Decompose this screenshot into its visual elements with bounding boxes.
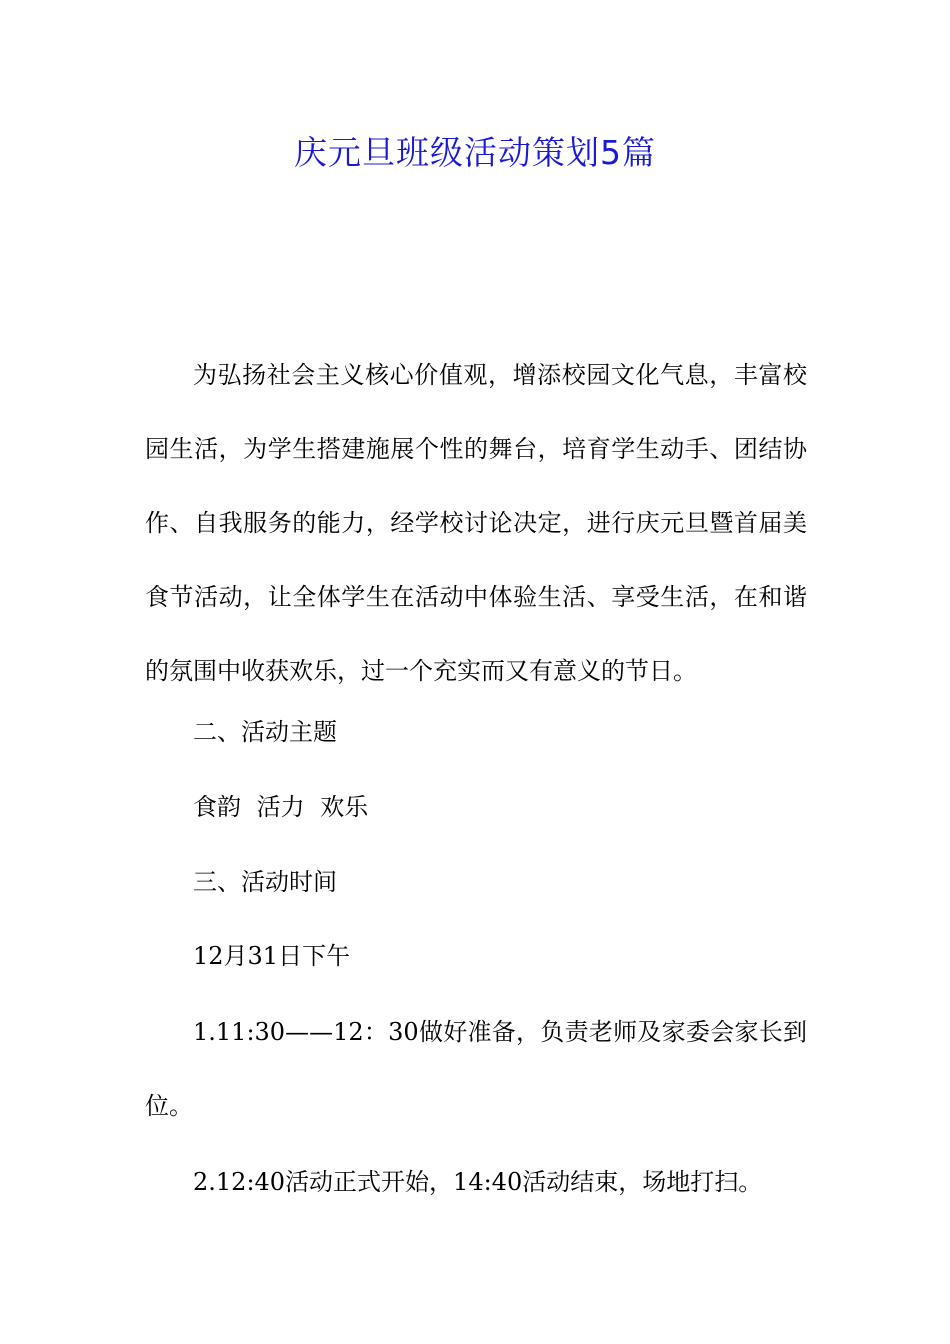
section2-heading: 二、活动主题 <box>193 718 337 746</box>
schedule-item-1: 1.11:30——12：30做好准备，负责老师及家委会家长到位。 <box>145 1018 807 1120</box>
section3-date: 12月31日下午 <box>193 942 351 970</box>
intro-paragraph: 为弘扬社会主义核心价值观，增添校园文化气息，丰富校园生活，为学生搭建施展个性的舞台，培育学生动手、团结协作、自我服务的能力，经学校讨论决定，进行庆元旦暨首届美食节活动，让全体学生在活动中体验生活、享受生活，在和谐的氛围中收获欢乐，过一个充实而又有意义的节日。 <box>145 361 807 685</box>
schedule-item-2: 2.12:40活动正式开始，14:40活动结束，场地打扫。 <box>193 1168 763 1196</box>
document-title: 庆元旦班级活动策划5篇 <box>294 133 656 172</box>
section2-content: 食韵 活力 欢乐 <box>193 793 369 821</box>
section3-heading: 三、活动时间 <box>193 868 337 896</box>
